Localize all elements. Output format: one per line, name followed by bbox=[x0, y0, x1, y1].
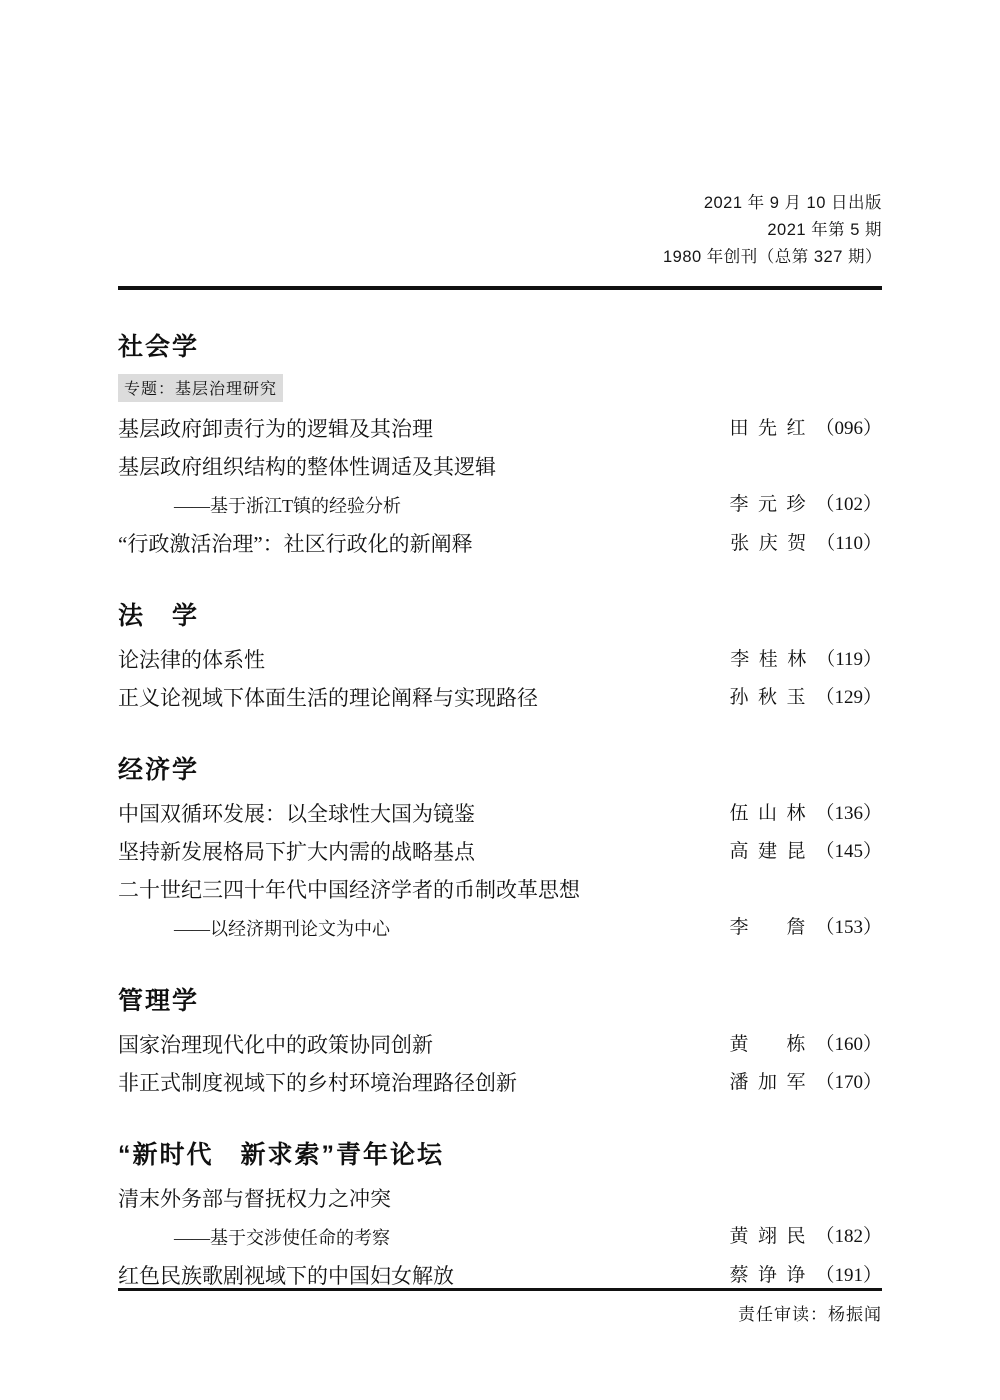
entry-page-number: （136） bbox=[815, 803, 882, 824]
entry-author: 孙秋玉 bbox=[729, 687, 806, 708]
publish-date: 2021 年 9 月 10 日出版 bbox=[703, 194, 882, 212]
contents-entry[interactable] bbox=[118, 1218, 882, 1257]
entry-page-number: （153） bbox=[815, 917, 882, 938]
entry-subtitle: ——基于交涉使任命的考察 bbox=[174, 1228, 390, 1248]
issue-number: 2021 年第 5 期 bbox=[767, 221, 882, 239]
entry-meta bbox=[729, 410, 882, 448]
contents-entry[interactable] bbox=[118, 641, 882, 679]
entry-author: 伍山林 bbox=[729, 803, 806, 824]
contents-entry[interactable] bbox=[118, 1064, 882, 1102]
entry-subtitle: ——以经济期刊论文为中心 bbox=[174, 919, 390, 939]
section-title: “新时代 新求索”青年论坛 bbox=[118, 1141, 445, 1169]
contents-entry[interactable] bbox=[118, 679, 882, 717]
entry-title: 二十世纪三四十年代中国经济学者的币制改革思想 bbox=[118, 878, 580, 902]
contents-entry[interactable] bbox=[118, 871, 882, 909]
section-spacer bbox=[118, 569, 882, 599]
section-topic-tag: 专题：基层治理研究 bbox=[118, 374, 283, 402]
contents-entry[interactable] bbox=[118, 909, 882, 948]
entry-title: 红色民族歌剧视域下的中国妇女解放 bbox=[118, 1264, 454, 1288]
contents-entry[interactable] bbox=[118, 448, 882, 486]
contents-entry[interactable] bbox=[118, 486, 882, 525]
editor-note: 责任审读：杨振闻 bbox=[738, 1305, 882, 1324]
entry-author: 李桂林 bbox=[730, 649, 807, 670]
contents-entry[interactable] bbox=[118, 1180, 882, 1218]
entry-meta bbox=[729, 1064, 882, 1102]
contents-section bbox=[118, 1138, 882, 1295]
entry-author: 李元珍 bbox=[729, 494, 806, 515]
entry-title: 正义论视域下体面生活的理论阐释与实现路径 bbox=[118, 686, 538, 710]
contents-section bbox=[118, 984, 882, 1102]
entry-page-number: （129） bbox=[815, 687, 882, 708]
entry-subtitle: ——基于浙江T镇的经验分析 bbox=[174, 496, 401, 516]
entry-page-number: （170） bbox=[815, 1072, 882, 1093]
section-title: 经济学 bbox=[118, 756, 200, 784]
entry-title: 坚持新发展格局下扩大内需的战略基点 bbox=[118, 840, 475, 864]
entry-meta bbox=[729, 833, 882, 871]
entry-meta bbox=[729, 909, 882, 947]
entry-author: 蔡诤诤 bbox=[729, 1265, 806, 1286]
entry-meta bbox=[730, 525, 882, 563]
contents-entry[interactable] bbox=[118, 410, 882, 448]
masthead bbox=[663, 190, 882, 271]
entry-title: 国家治理现代化中的政策协同创新 bbox=[118, 1033, 433, 1057]
entry-author: 李 詹 bbox=[729, 917, 806, 938]
entry-page-number: （102） bbox=[815, 494, 882, 515]
entry-title: 清末外务部与督抚权力之冲突 bbox=[118, 1187, 391, 1211]
entry-author: 黄 栋 bbox=[729, 1034, 806, 1055]
contents-section bbox=[118, 330, 882, 563]
entry-author: 高建昆 bbox=[729, 841, 806, 862]
section-title: 社会学 bbox=[118, 333, 200, 361]
entry-meta bbox=[729, 1026, 882, 1064]
entry-meta bbox=[729, 1218, 882, 1256]
section-spacer bbox=[118, 954, 882, 984]
entry-page-number: （191） bbox=[815, 1265, 882, 1286]
entry-page-number: （119） bbox=[816, 649, 882, 670]
header-divider bbox=[118, 286, 882, 290]
contents-entry[interactable] bbox=[118, 1026, 882, 1064]
section-spacer bbox=[118, 1108, 882, 1138]
entry-title: 论法律的体系性 bbox=[118, 648, 265, 672]
entry-page-number: （182） bbox=[815, 1226, 882, 1247]
entry-meta bbox=[729, 679, 882, 717]
entry-author: 张庆贺 bbox=[730, 533, 807, 554]
entry-title: 中国双循环发展：以全球性大国为镜鉴 bbox=[118, 802, 475, 826]
contents-section bbox=[118, 599, 882, 717]
entry-author: 黄翊民 bbox=[729, 1226, 806, 1247]
entry-title: 基层政府卸责行为的逻辑及其治理 bbox=[118, 417, 433, 441]
contents-entry[interactable] bbox=[118, 833, 882, 871]
entry-meta bbox=[729, 486, 882, 524]
entry-title: “行政激活治理”：社区行政化的新阐释 bbox=[118, 532, 473, 556]
entry-page-number: （160） bbox=[815, 1034, 882, 1055]
section-title: 管理学 bbox=[118, 987, 200, 1015]
entry-title: 非正式制度视域下的乡村环境治理路径创新 bbox=[118, 1071, 517, 1095]
contents-entry[interactable] bbox=[118, 525, 882, 563]
entry-title: 基层政府组织结构的整体性调适及其逻辑 bbox=[118, 455, 496, 479]
entry-page-number: （145） bbox=[815, 841, 882, 862]
entry-page-number: （110） bbox=[816, 533, 882, 554]
entry-page-number: （096） bbox=[815, 418, 882, 439]
footer-divider bbox=[118, 1288, 882, 1291]
section-spacer bbox=[118, 723, 882, 753]
entry-author: 田先红 bbox=[729, 418, 806, 439]
section-title: 法 学 bbox=[118, 602, 200, 630]
entry-meta bbox=[729, 795, 882, 833]
entry-meta bbox=[730, 641, 882, 679]
contents-entry[interactable] bbox=[118, 795, 882, 833]
contents-section bbox=[118, 753, 882, 948]
contents-list bbox=[118, 330, 882, 1301]
entry-author: 潘加军 bbox=[729, 1072, 806, 1093]
founding-info: 1980 年创刊（总第 327 期） bbox=[663, 248, 882, 266]
